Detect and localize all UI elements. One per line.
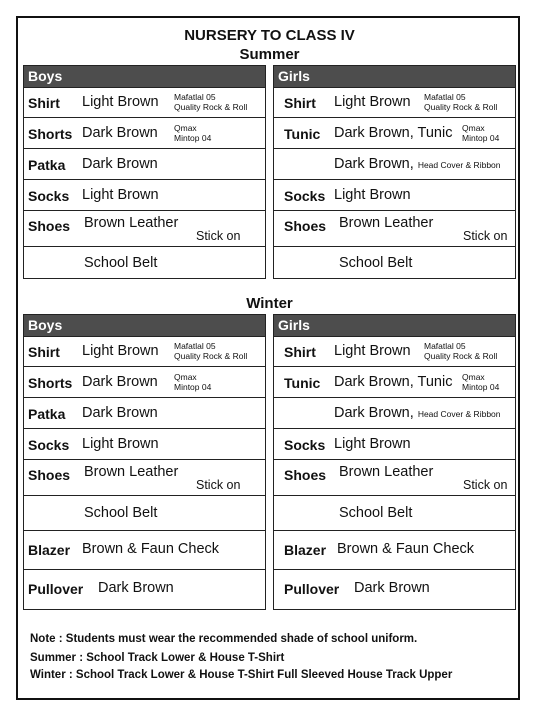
item-value: Light Brown xyxy=(334,343,411,359)
item-value: Dark Brown xyxy=(98,580,174,596)
table-row xyxy=(24,530,265,569)
item-label: Tunic xyxy=(284,126,321,142)
footer-winter: Winter : School Track Lower & House T-Shirt Full Sleeved House Track Upper xyxy=(30,669,453,681)
headcover-note: Head Cover & Ribbon xyxy=(417,409,501,419)
table-row xyxy=(24,459,265,495)
panel-header: Boys xyxy=(24,315,265,336)
footer-note: Note : Students must wear the recommended shade of school uniform. xyxy=(30,633,418,645)
table-row xyxy=(24,117,265,148)
item-value: Dark Brown xyxy=(354,580,430,596)
headcover-value: Dark Brown, xyxy=(334,405,414,421)
item-value: Dark Brown xyxy=(82,374,158,390)
table-row xyxy=(24,179,265,210)
item-label: Pullover xyxy=(28,581,84,597)
item-value: Light Brown xyxy=(82,436,159,452)
item-value xyxy=(334,405,501,421)
item-value: Light Brown xyxy=(82,343,159,359)
table-row xyxy=(24,246,265,278)
item-label: Shoes xyxy=(284,218,327,234)
table-row xyxy=(274,210,515,246)
table-row xyxy=(24,397,265,428)
footer-summer: Summer : School Track Lower & House T-Shirt xyxy=(30,652,285,664)
panel-header: Girls xyxy=(274,66,515,87)
item-label: Shoes xyxy=(284,467,327,483)
item-label: Socks xyxy=(28,188,70,204)
item-value: School Belt xyxy=(84,505,158,521)
fabric-note: Qmax xyxy=(174,123,197,133)
item-label: Blazer xyxy=(284,542,327,558)
fabric-note: Quality Rock & Roll xyxy=(174,351,248,361)
item-label: Shoes xyxy=(28,218,71,234)
table-row xyxy=(274,246,515,278)
item-value: Light Brown xyxy=(334,436,411,452)
fabric-note: Mintop 04 xyxy=(174,133,212,143)
item-value: Dark Brown xyxy=(82,405,158,421)
summer-girls-panel xyxy=(273,65,516,279)
headcover-value: Dark Brown, xyxy=(334,156,414,172)
fabric-note: Qmax xyxy=(174,372,197,382)
summer-heading: Summer xyxy=(239,46,300,63)
item-value: Brown Leather xyxy=(84,215,179,231)
item-label: Shirt xyxy=(28,344,60,360)
table-row xyxy=(274,530,515,569)
item-value: Dark Brown xyxy=(82,125,158,141)
item-label: Shorts xyxy=(28,126,73,142)
table-row xyxy=(274,179,515,210)
fabric-note: Mafatlal 05 xyxy=(174,92,216,102)
item-value: School Belt xyxy=(84,255,158,271)
table-row xyxy=(274,495,515,530)
table-row xyxy=(274,148,515,179)
table-row xyxy=(24,495,265,530)
item-value: Brown Leather xyxy=(339,215,434,231)
table-row xyxy=(274,87,515,117)
item-label: Shirt xyxy=(284,95,316,111)
item-value: Light Brown xyxy=(82,187,159,203)
table-row xyxy=(24,210,265,246)
item-label: Shirt xyxy=(284,344,316,360)
headcover-note: Head Cover & Ribbon xyxy=(417,160,501,170)
winter-girls-panel xyxy=(273,314,516,610)
item-value: Brown Leather xyxy=(339,464,434,480)
item-value: Light Brown xyxy=(334,187,411,203)
winter-heading: Winter xyxy=(246,295,293,312)
table-row xyxy=(274,366,515,397)
fabric-note: Quality Rock & Roll xyxy=(174,102,248,112)
item-value xyxy=(334,156,501,172)
table-row xyxy=(274,428,515,459)
item-label: Patka xyxy=(28,406,66,422)
shoe-note: Stick on xyxy=(463,229,508,243)
table-row xyxy=(24,366,265,397)
winter-boys-panel xyxy=(23,314,266,610)
panel-header: Boys xyxy=(24,66,265,87)
item-value: Dark Brown, Tunic xyxy=(334,374,453,390)
shoe-note: Stick on xyxy=(196,229,241,243)
item-label: Shoes xyxy=(28,467,71,483)
fabric-note: Qmax xyxy=(462,372,485,382)
table-row xyxy=(24,428,265,459)
panel-header: Girls xyxy=(274,315,515,336)
item-label: Patka xyxy=(28,157,66,173)
fabric-note: Qmax xyxy=(462,123,485,133)
item-label: Socks xyxy=(284,188,326,204)
page-title: NURSERY TO CLASS IV xyxy=(184,27,355,44)
fabric-note: Mafatlal 05 xyxy=(424,341,466,351)
fabric-note: Mafatlal 05 xyxy=(174,341,216,351)
table-row xyxy=(274,459,515,495)
item-label: Blazer xyxy=(28,542,71,558)
item-label: Tunic xyxy=(284,375,321,391)
table-row xyxy=(24,569,265,609)
table-row xyxy=(24,336,265,366)
item-value: Dark Brown xyxy=(82,156,158,172)
fabric-note: Mintop 04 xyxy=(174,382,212,392)
table-row xyxy=(24,148,265,179)
item-value: Light Brown xyxy=(334,94,411,110)
item-value: Light Brown xyxy=(82,94,159,110)
fabric-note: Mintop 04 xyxy=(462,133,500,143)
item-value: Brown Leather xyxy=(84,464,179,480)
item-label: Pullover xyxy=(284,581,340,597)
fabric-note: Quality Rock & Roll xyxy=(424,102,498,112)
item-value: School Belt xyxy=(339,255,413,271)
table-row xyxy=(274,397,515,428)
fabric-note: Quality Rock & Roll xyxy=(424,351,498,361)
table-row xyxy=(274,569,515,609)
table-row xyxy=(24,87,265,117)
table-row xyxy=(274,117,515,148)
fabric-note: Mafatlal 05 xyxy=(424,92,466,102)
item-value: Dark Brown, Tunic xyxy=(334,125,453,141)
item-label: Socks xyxy=(28,437,70,453)
shoe-note: Stick on xyxy=(196,478,241,492)
item-value: School Belt xyxy=(339,505,413,521)
item-label: Socks xyxy=(284,437,326,453)
item-value: Brown & Faun Check xyxy=(337,541,475,557)
fabric-note: Mintop 04 xyxy=(462,382,500,392)
table-row xyxy=(274,336,515,366)
item-value: Brown & Faun Check xyxy=(82,541,220,557)
summer-boys-panel xyxy=(23,65,266,279)
item-label: Shorts xyxy=(28,375,73,391)
shoe-note: Stick on xyxy=(463,478,508,492)
item-label: Shirt xyxy=(28,95,60,111)
